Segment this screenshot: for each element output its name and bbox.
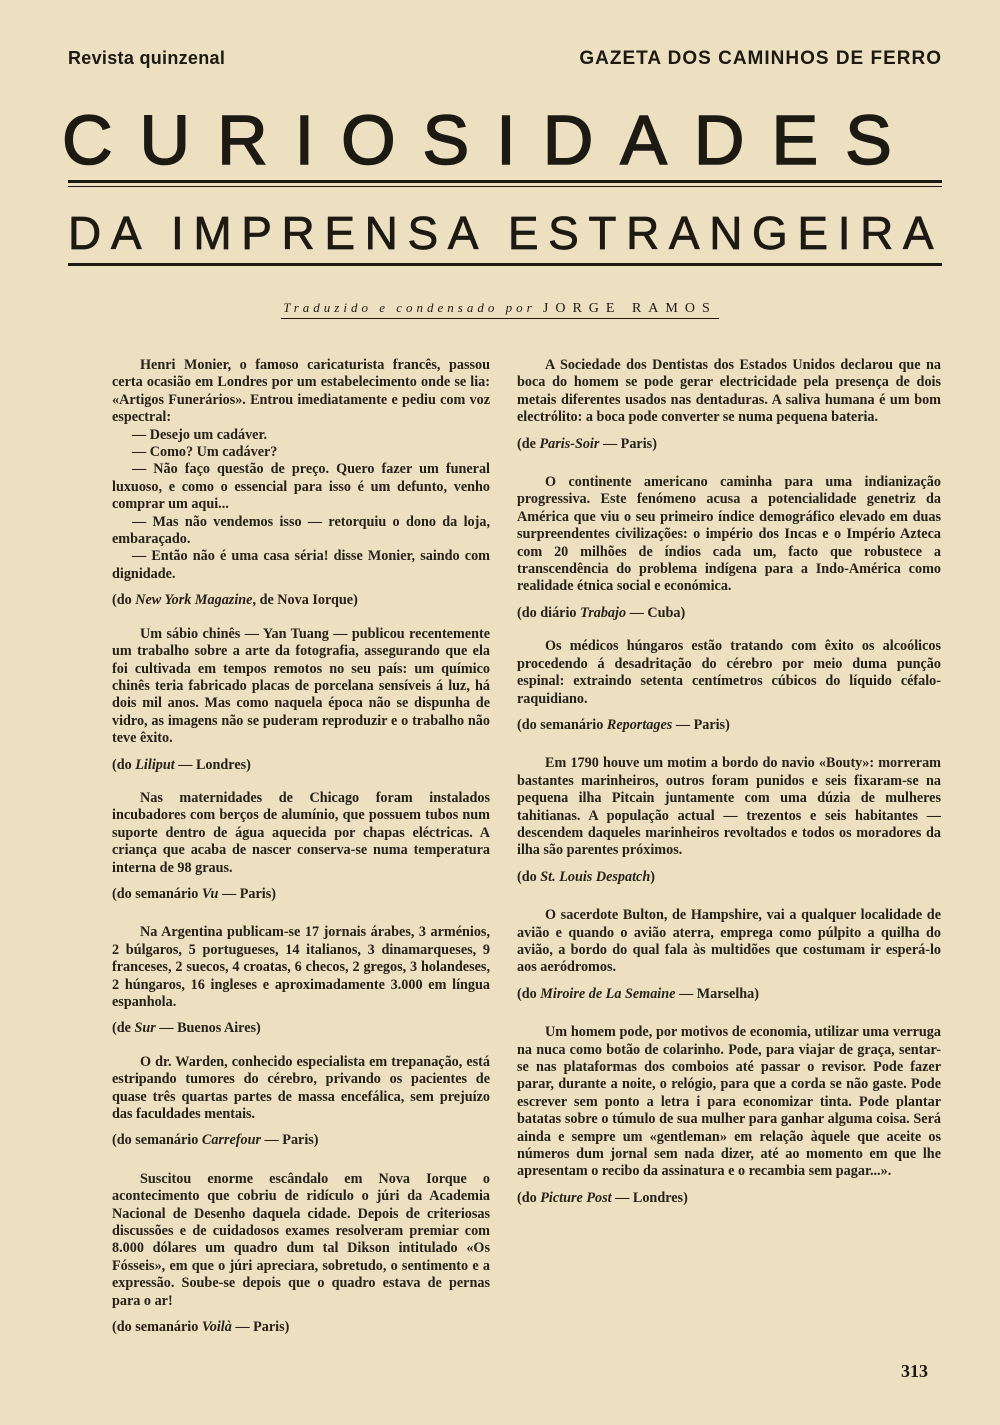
article-source: (do Miroire de La Semaine — Marselha)	[517, 985, 759, 1002]
byline	[0, 300, 1000, 319]
byline-author: JORGE RAMOS	[542, 301, 717, 316]
dialogue-line: — Como? Um cadáver?	[132, 444, 278, 461]
article-paragraph: O sacerdote Bulton, de Hampshire, vai a qualquer localidade de avião e quando o avião aterra, emprega como púlpito a quilha do avião, a bordo do qual fala às multidões que costumam ir esperá-lo aos aeródromos.	[517, 907, 941, 976]
article-paragraph: O continente americano caminha para uma indianização progressiva. Este fenómeno acusa a potencialidade genetriz da América que viu o seu primeiro índice demográfico elevado em duas surpreendentes civilizações: o império dos Incas e o Império Azteca com 20 milhões de índios cada um, facto que robustece a transcendência do problema indígena para a Indo-América como realidade étnica social e económica.	[517, 474, 941, 595]
title-rule-thick	[68, 180, 942, 183]
article-source: (do diário Trabajo — Cuba)	[517, 604, 686, 621]
left-column	[112, 357, 490, 1337]
dialogue-line: — Mas não vendemos isso — retorquiu o dono da loja, embaraçado.	[112, 513, 490, 548]
article-paragraph: O dr. Warden, conhecido especialista em trepanação, está estripando tumores do cérebro, privando os pacientes de quase três quartas partes de massa encefálica, sem prejuízo das faculdades mentais.	[112, 1053, 490, 1123]
article-paragraph: Henri Monier, o famoso caricaturista francês, passou certa ocasião em Londres por um estabelecimento onde se lia: «Artigos Funerários». Entrou imediatamente e pediu com voz espectral:	[112, 357, 490, 426]
byline-prefix: Traduzido e condensado por	[283, 300, 536, 315]
article-source: (do semanário Carrefour — Paris)	[112, 1132, 319, 1149]
right-column	[517, 357, 941, 1207]
page-number: 313	[901, 1361, 928, 1381]
article-source: (do semanário Vu — Paris)	[112, 885, 276, 902]
dialogue-line: — Desejo um cadáver.	[132, 426, 268, 443]
article-source: (do St. Louis Despatch)	[517, 868, 655, 885]
article-paragraph: Na Argentina publicam-se 17 jornais árabes, 3 arménios, 2 búlgaros, 5 portugueses, 14 italianos, 3 dinamarqueses, 9 franceses, 2 suecos, 4 croatas, 6 checos, 2 gregos, 3 holandeses, 2 húngaros, 16 ingleses e aproximadamente 3.000 em língua espanhola.	[112, 924, 490, 1010]
article-paragraph: Em 1790 houve um motim a bordo do navio «Bouty»: morreram bastantes marinheiros, outros foram punidos e seis fixaram-se na pequena ilha Pitcain juntamente com uma dúzia de mulheres tahitianas. A população actual — trezentos e seis habitantes — descendem daqueles marinheiros revoltados e todos os moradores da ilha são parentes próximos.	[517, 755, 941, 859]
article-source: (de Paris-Soir — Paris)	[517, 435, 657, 452]
title-rule-thin	[68, 186, 942, 187]
dialogue-line: — Então não é uma casa séria! disse Monier, saindo com dignidade.	[112, 548, 490, 582]
article-source: (do semanário Reportages — Paris)	[517, 716, 730, 733]
page-title: CURIOSIDADES	[62, 101, 919, 179]
article-paragraph: Nas maternidades de Chicago foram instalados incubadores com berços de alumínio, que possuem tubos num suporte dentro de água aquecida por chapas eléctricas. A criança que acaba de nascer conserva-se numa temperatura interna de 98 graus.	[112, 789, 490, 876]
article-paragraph: Suscitou enorme escândalo em Nova Iorque o acontecimento que cobriu de ridículo o júri da Academia Nacional de Desenho daquela cidade. Depois de criteriosas discussões e de cuidadosos exames resolveram premiar com 8.000 dólares um quadro dum tal Dikson intitulado «Os Fósseis», em que o júri apreciara, sobretudo, o sentimento e a expressão. Soube-se depois que o quadro estava de pernas para o ar!	[112, 1170, 490, 1309]
article-paragraph: Um homem pode, por motivos de economia, utilizar uma verruga na nuca como botão de colarinho. Pode, para viajar de graça, sentar-se nas plataformas dos comboios até passar o revisor. Pode fazer parar, durante a noite, o relógio, para que a corda se não gaste. Pode escrever sem ponto a letra i para economizar tinta. Pode plantar batatas sobre o túmulo de sua mulher para ganhar alguma coisa. Será ainda e sempre um «gentleman» em relação àquele que aceite os números dum jornal sem nada dizer, até ao momento em que lhe apresentam o recibo da assinatura e o recambia sem pagar...».	[517, 1024, 941, 1180]
article-source: (de Sur — Buenos Aires)	[112, 1020, 261, 1037]
page-subtitle: DA IMPRENSA ESTRANGEIRA	[68, 207, 944, 259]
article-paragraph: Os médicos húngaros estão tratando com êxito os alcoólicos procedendo á desadritação do cérebro por meio duma punção espinal: extraindo setenta centímetros cúbicos do líquido céfalo-raquidiano.	[517, 638, 941, 707]
article-source: (do semanário Voilà — Paris)	[112, 1319, 290, 1336]
dialogue-line: — Não faço questão de preço. Quero fazer um funeral luxuoso, e como o essencial para isso é um defunto, venho comprar um aqui...	[112, 461, 490, 513]
article-source: (do New York Magazine, de Nova Iorque)	[112, 592, 358, 609]
article-source: (do Picture Post — Londres)	[517, 1189, 688, 1206]
header-magazine-title: GAZETA DOS CAMINHOS DE FERRO	[579, 48, 942, 69]
subtitle-rule-thick	[68, 263, 942, 266]
article-source: (do Liliput — Londres)	[112, 756, 251, 773]
article-paragraph: Um sábio chinês — Yan Tuang — publicou recentemente um trabalho sobre a arte da fotografia, assegurando que ela foi cultivada em tempos remotos no seu país: um químico chinês teria fabricado placas de porcelana sensíveis á luz, há dois mil anos. Mas como naquela época não se dispunha de vidro, as imagens não se puderam reproduzir e o trabalho não teve êxito.	[112, 625, 490, 747]
article-paragraph: A Sociedade dos Dentistas dos Estados Unidos declarou que na boca do homem se pode gerar electricidade pela presença de dois metais diferentes usados nas dentaduras. A saliva humana é um bom electrólito: a boca pode converter se numa pequena bateria.	[517, 357, 941, 426]
header-magazine-type: Revista quinzenal	[68, 48, 226, 68]
